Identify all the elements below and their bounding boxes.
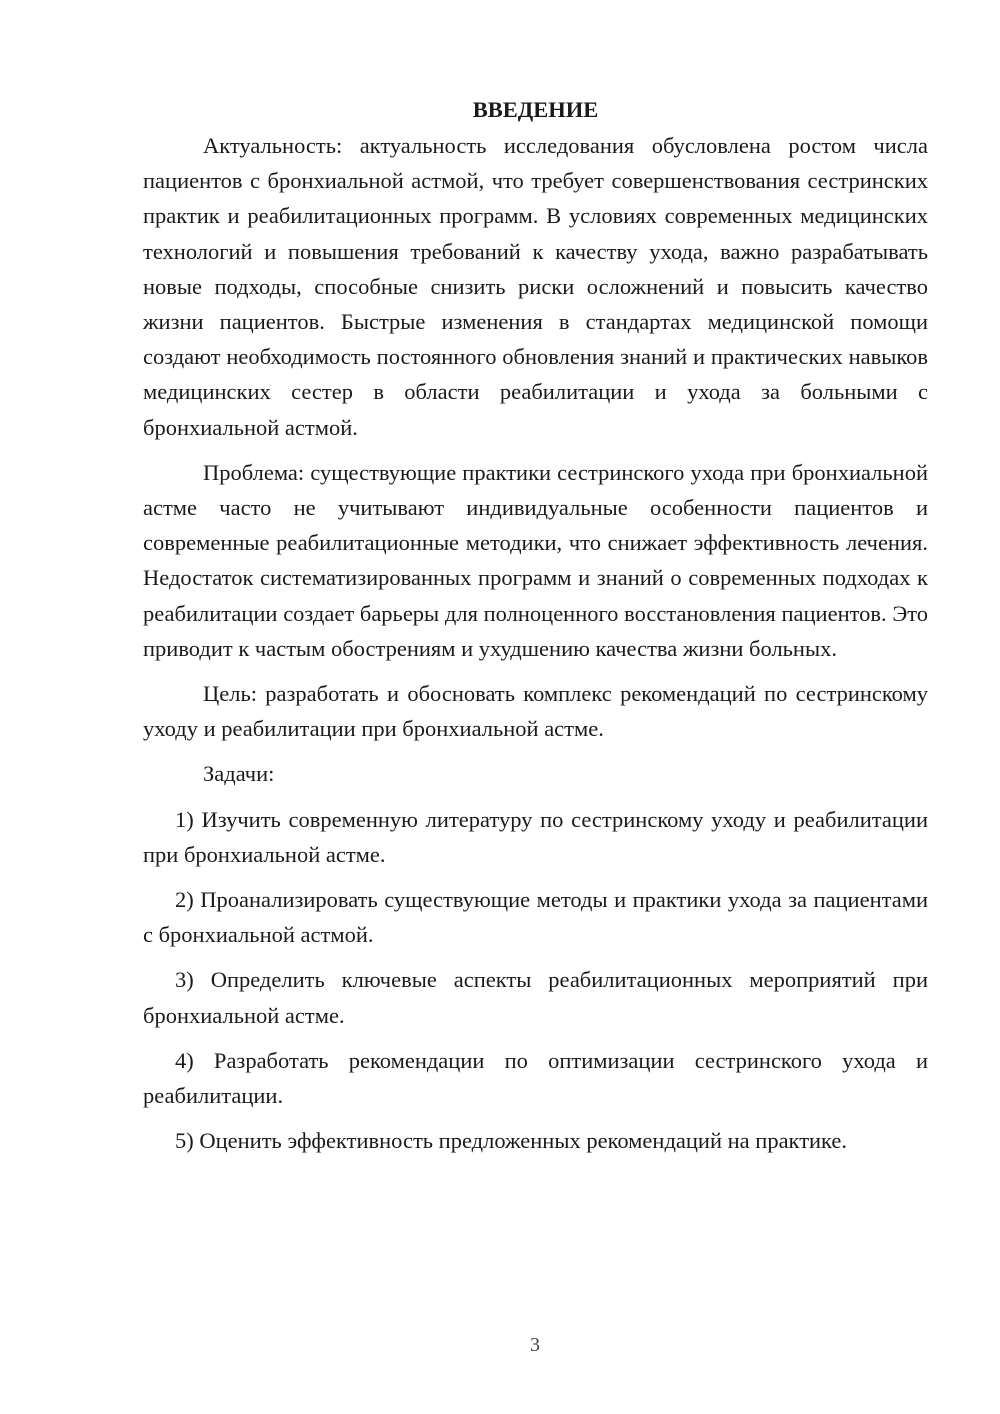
paragraph-tasks-heading: Задачи: <box>203 761 275 787</box>
document-body <box>143 92 928 1168</box>
paragraph-problem: Проблема: существующие практики сестринского ухода при бронхиальной астме часто не учитывают индивидуальные особенности пациентов и современные реабилитационные методики, что снижает эффективность лечения. Недостаток систематизированных программ и знаний о современных подходах к реабилитации создает барьеры для полноценного восстановления пациентов. Это приводит к частым обострениям и ухудшению качества жизни больных. <box>143 459 928 661</box>
paragraph-goal: Цель: разработать и обосновать комплекс рекомендаций по сестринскому уходу и реабилитации при бронхиальной астме. <box>143 681 928 742</box>
list-item: 3) Определить ключевые аспекты реабилитационных мероприятий при бронхиальной астме. <box>143 967 928 1028</box>
list-item: 5) Оценить эффективность предложенных рекомендаций на практике. <box>175 1128 848 1154</box>
page-title: ВВЕДЕНИЕ <box>472 97 599 122</box>
task-list <box>143 802 928 1159</box>
page-number: 3 <box>530 1334 540 1356</box>
paragraph-relevance: Актуальность: актуальность исследования обусловлена ростом числа пациентов с бронхиальной астмой, что требует совершенствования сестринских практик и реабилитационных программ. В условиях современных медицинских технологий и повышения требований к качеству ухода, важно разрабатывать новые подходы, способные снизить риски осложнений и повысить качество жизни пациентов. Быстрые изменения в стандартах медицинской помощи создают необходимость постоянного обновления знаний и практических навыков медицинских сестер в области реабилитации и ухода за больными с бронхиальной астмой. <box>143 133 928 440</box>
list-item: 4) Разработать рекомендации по оптимизации сестринского ухода и реабилитации. <box>143 1047 928 1109</box>
list-item: 1) Изучить современную литературу по сестринскому уходу и реабилитации при бронхиальной астме. <box>143 806 928 867</box>
list-item: 2) Проанализировать существующие методы и практики ухода за пациентами с бронхиальной астмой. <box>143 887 928 948</box>
